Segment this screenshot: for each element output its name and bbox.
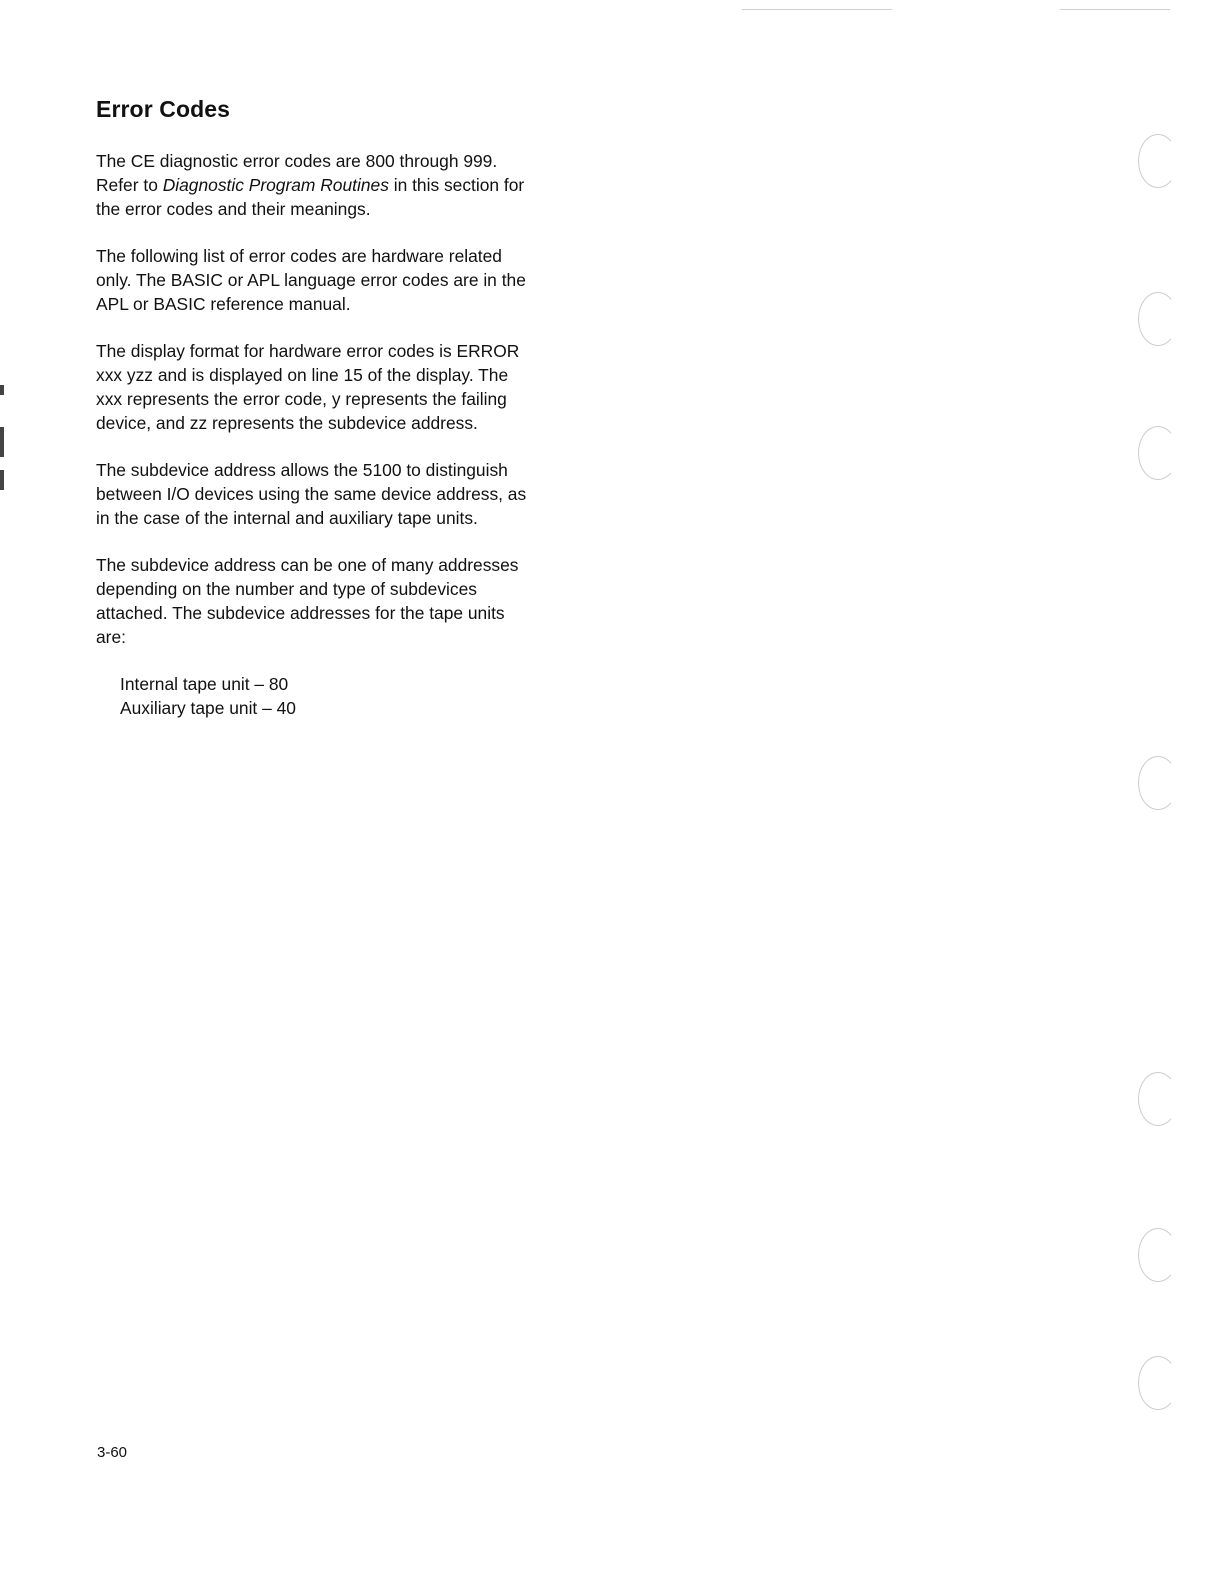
binder-hole-mark [1138, 1356, 1178, 1410]
paragraph-diagnostic-codes-text-1: The CE diagnostic error codes are 800 through 999. Refer to [96, 151, 498, 195]
paragraph-subdevice-address: The subdevice address allows the 5100 to distinguish between I/O devices using the same device address, as in the case of the internal and auxiliary tape units. [96, 460, 527, 528]
paragraph-display-format: The display format for hardware error codes is ERROR xxx yzz and is displayed on line 15 of the display. The xxx represents the error code, y represents the failing device, and zz represents the subdevice address. [96, 341, 520, 433]
tape-unit-list [120, 672, 596, 720]
page-number: 3-60 [97, 1444, 128, 1461]
scan-artifact-left-edge [0, 385, 6, 500]
binder-hole-mark [1138, 1072, 1178, 1126]
list-item: Internal tape unit – 80 [120, 674, 289, 694]
scan-artifact-rule [742, 9, 892, 10]
binder-hole-mark [1138, 426, 1178, 480]
diagnostic-routines-reference: Diagnostic Program Routines [162, 175, 389, 195]
paragraph-subdevice-options: The subdevice address can be one of many addresses depending on the number and type of subdevices attached. The subdevice addresses for the tape units are: [96, 555, 519, 647]
list-item: Auxiliary tape unit – 40 [120, 698, 296, 718]
paragraph-hardware-codes: The following list of error codes are hardware related only. The BASIC or APL language error codes are in the APL or BASIC reference manual. [96, 246, 526, 314]
binder-hole-mark [1138, 292, 1178, 346]
binder-hole-mark [1138, 134, 1178, 188]
scan-artifact-rule [1060, 9, 1170, 10]
binder-hole-mark [1138, 1228, 1178, 1282]
main-content [96, 96, 596, 720]
paragraph-diagnostic-codes-text-2: in this section for the error codes and their meanings. [96, 175, 525, 219]
section-heading: Error Codes [96, 96, 231, 122]
paragraph-diagnostic-codes [96, 149, 596, 221]
binder-hole-mark [1138, 756, 1178, 810]
